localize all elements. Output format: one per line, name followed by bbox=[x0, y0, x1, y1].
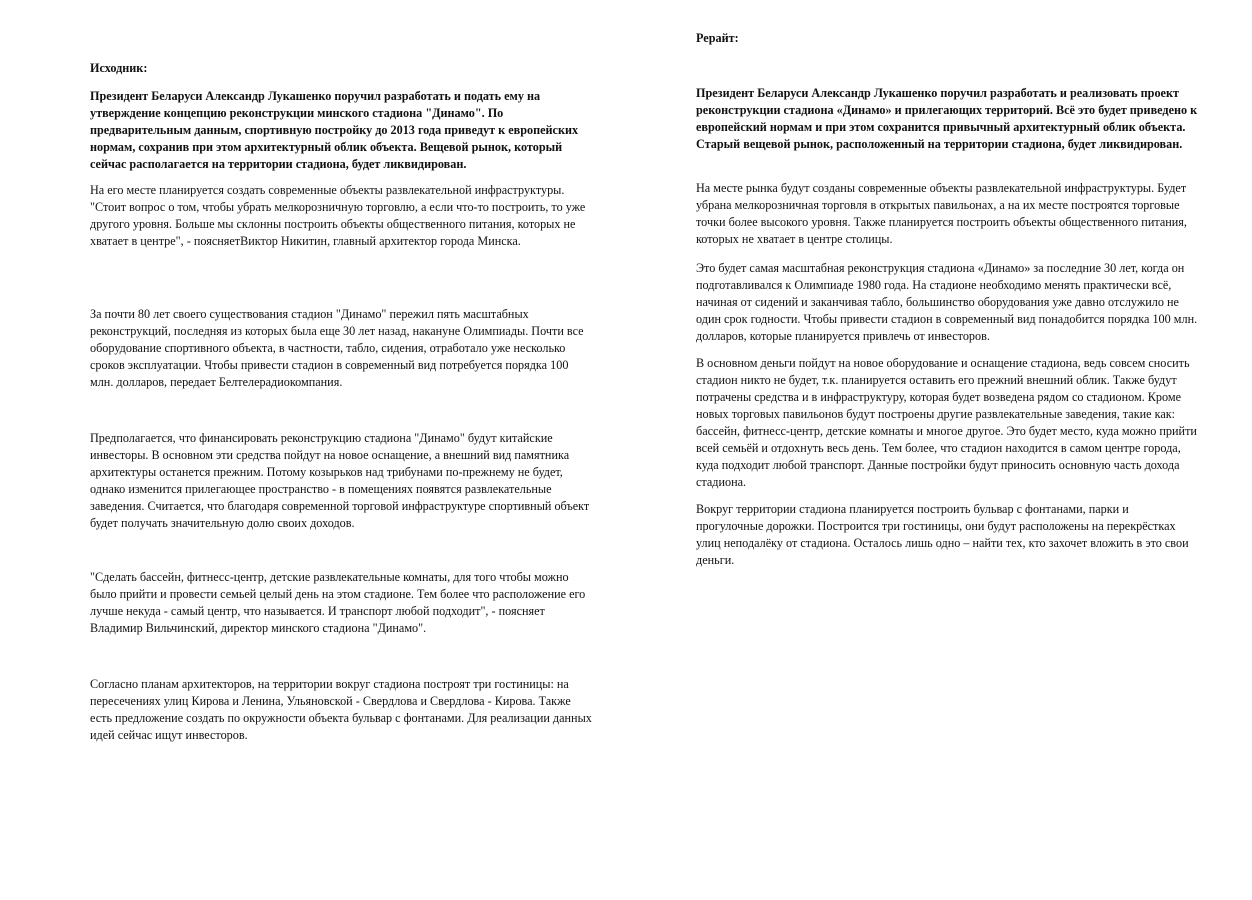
rewrite-lead: Президент Беларуси Александр Лукашенко поручил разработать и реализовать проект реконструкции стадиона «Динамо» и прилегающих территорий. Всё это будет приведено к европейский нормам и при этом сохранится привычный архитектурный облик объекта. Старый вещевой рынок, расположенный на территории стадиона, будет ликвидирован. bbox=[696, 86, 1198, 151]
original-paragraph-2: За почти 80 лет своего существования стадион "Динамо" пережил пять масштабных реконструкций, последняя из которых была еще 30 лет назад, накануне Олимпиады. Почти все оборудование спортивного объекта, в частности, табло, сидения, отработало уже несколько сроков эксплуатации. Чтобы привести стадион в современный вид потребуется порядка 100 млн. долларов, передает Белтелерадиокомпания. bbox=[90, 307, 584, 389]
rewrite-paragraph-4: Вокруг территории стадиона планируется построить бульвар с фонтанами, парки и прогулочные дорожки. Построится три гостиницы, они будут расположены на перекрёстках улиц неподалёку от стадиона. Осталось лишь одно – найти тех, кто захочет вложить в это свои деньги. bbox=[696, 502, 1189, 567]
original-label: Исходник: bbox=[90, 61, 148, 75]
original-paragraph-4: "Сделать бассейн, фитнесс-центр, детские развлекательные комнаты, для того чтобы можно было прийти и провести семьей целый день на этом стадионе. Тем более что расположение его лучше некуда - самый центр, что называется. И транспорт любой подходит", - поясняет Владимир Вильчинский, директор минского стадиона "Динамо". bbox=[90, 570, 586, 635]
original-paragraph-1: На его месте планируется создать современные объекты развлекательной инфраструктуры. "Стоит вопрос о том, чтобы убрать мелкорозничную торговлю, а если что-то построить, то уже другого уровня. Больше мы склонны построить объекты общественного питания, которых не хватает в центре", - поясняетВиктор Никитин, главный архитектор города Минска. bbox=[90, 183, 586, 248]
original-lead: Президент Беларуси Александр Лукашенко поручил разработать и подать ему на утверждение концепцию реконструкции минского стадиона "Динамо". По предварительным данным, спортивную постройку до 2013 года приведут к европейских нормам, сохранив при этом архитектурный облик объекта. Вещевой рынок, который сейчас располагается на территории стадиона, будет ликвидирован. bbox=[90, 89, 579, 171]
rewrite-paragraph-3: В основном деньги пойдут на новое оборудование и оснащение стадиона, ведь совсем сносить стадион никто не будет, т.к. планируется оставить его прежний внешний облик. Также будут потрачены средства и в инфраструктуру, которая будет возведена рядом со стадионом. Кроме новых торговых павильонов будут построены другие развлекательные заведения, такие как: бассейн, фитнесс-центр, детские комнаты и многое другое. Это будет место, куда можно прийти всей семьёй и отдохнуть весь день. Тем более, что стадион находится в самом центре города, куда подходит любой транспорт. Данные постройки будут приносить основную часть дохода стадиона. bbox=[696, 356, 1197, 489]
rewrite-paragraph-2: Это будет самая масштабная реконструкция стадиона «Динамо» за последние 30 лет, когда он подготавливался к Олимпиаде 1980 года. На стадионе необходимо менять практически всё, начиная от сидений и заканчивая табло, большинство оборудования уже давно отслужило не один срок годности. Чтобы привести стадион в современный вид понадобится порядка 100 млн. долларов, которые планируется привлечь от инвесторов. bbox=[696, 261, 1198, 343]
rewrite-paragraph-1: На месте рынка будут созданы современные объекты развлекательной инфраструктуры. Будет убрана мелкорозничная торговля в открытых павильонах, а на их месте построятся торговые точки более высокого уровня. Также планируется построить объекты общественного питания, которых не хватает в центре столицы. bbox=[696, 181, 1187, 246]
original-paragraph-3: Предполагается, что финансировать реконструкцию стадиона "Динамо" будут китайские инвесторы. В основном эти средства пойдут на новое оснащение, а внешний вид памятника архитектуры останется прежним. Потому козырьков над трибунами по-прежнему не будет, однако изменится прилегающее пространство - в помещениях появятся развлекательные заведения. Считается, что благодаря современной торговой инфраструктуре спортивный объект будет получать значительную долю своих доходов. bbox=[90, 431, 590, 530]
rewrite-label: Рерайт: bbox=[696, 31, 739, 45]
original-paragraph-5: Согласно планам архитекторов, на территории вокруг стадиона построят три гостиницы: на пересечениях улиц Кирова и Ленина, Ульяновской - Свердлова и Свердлова - Кирова. Также есть предложение создать по окружности объекта бульвар с фонтанами. Для реализации данных идей сейчас ищут инвесторов. bbox=[90, 677, 592, 742]
